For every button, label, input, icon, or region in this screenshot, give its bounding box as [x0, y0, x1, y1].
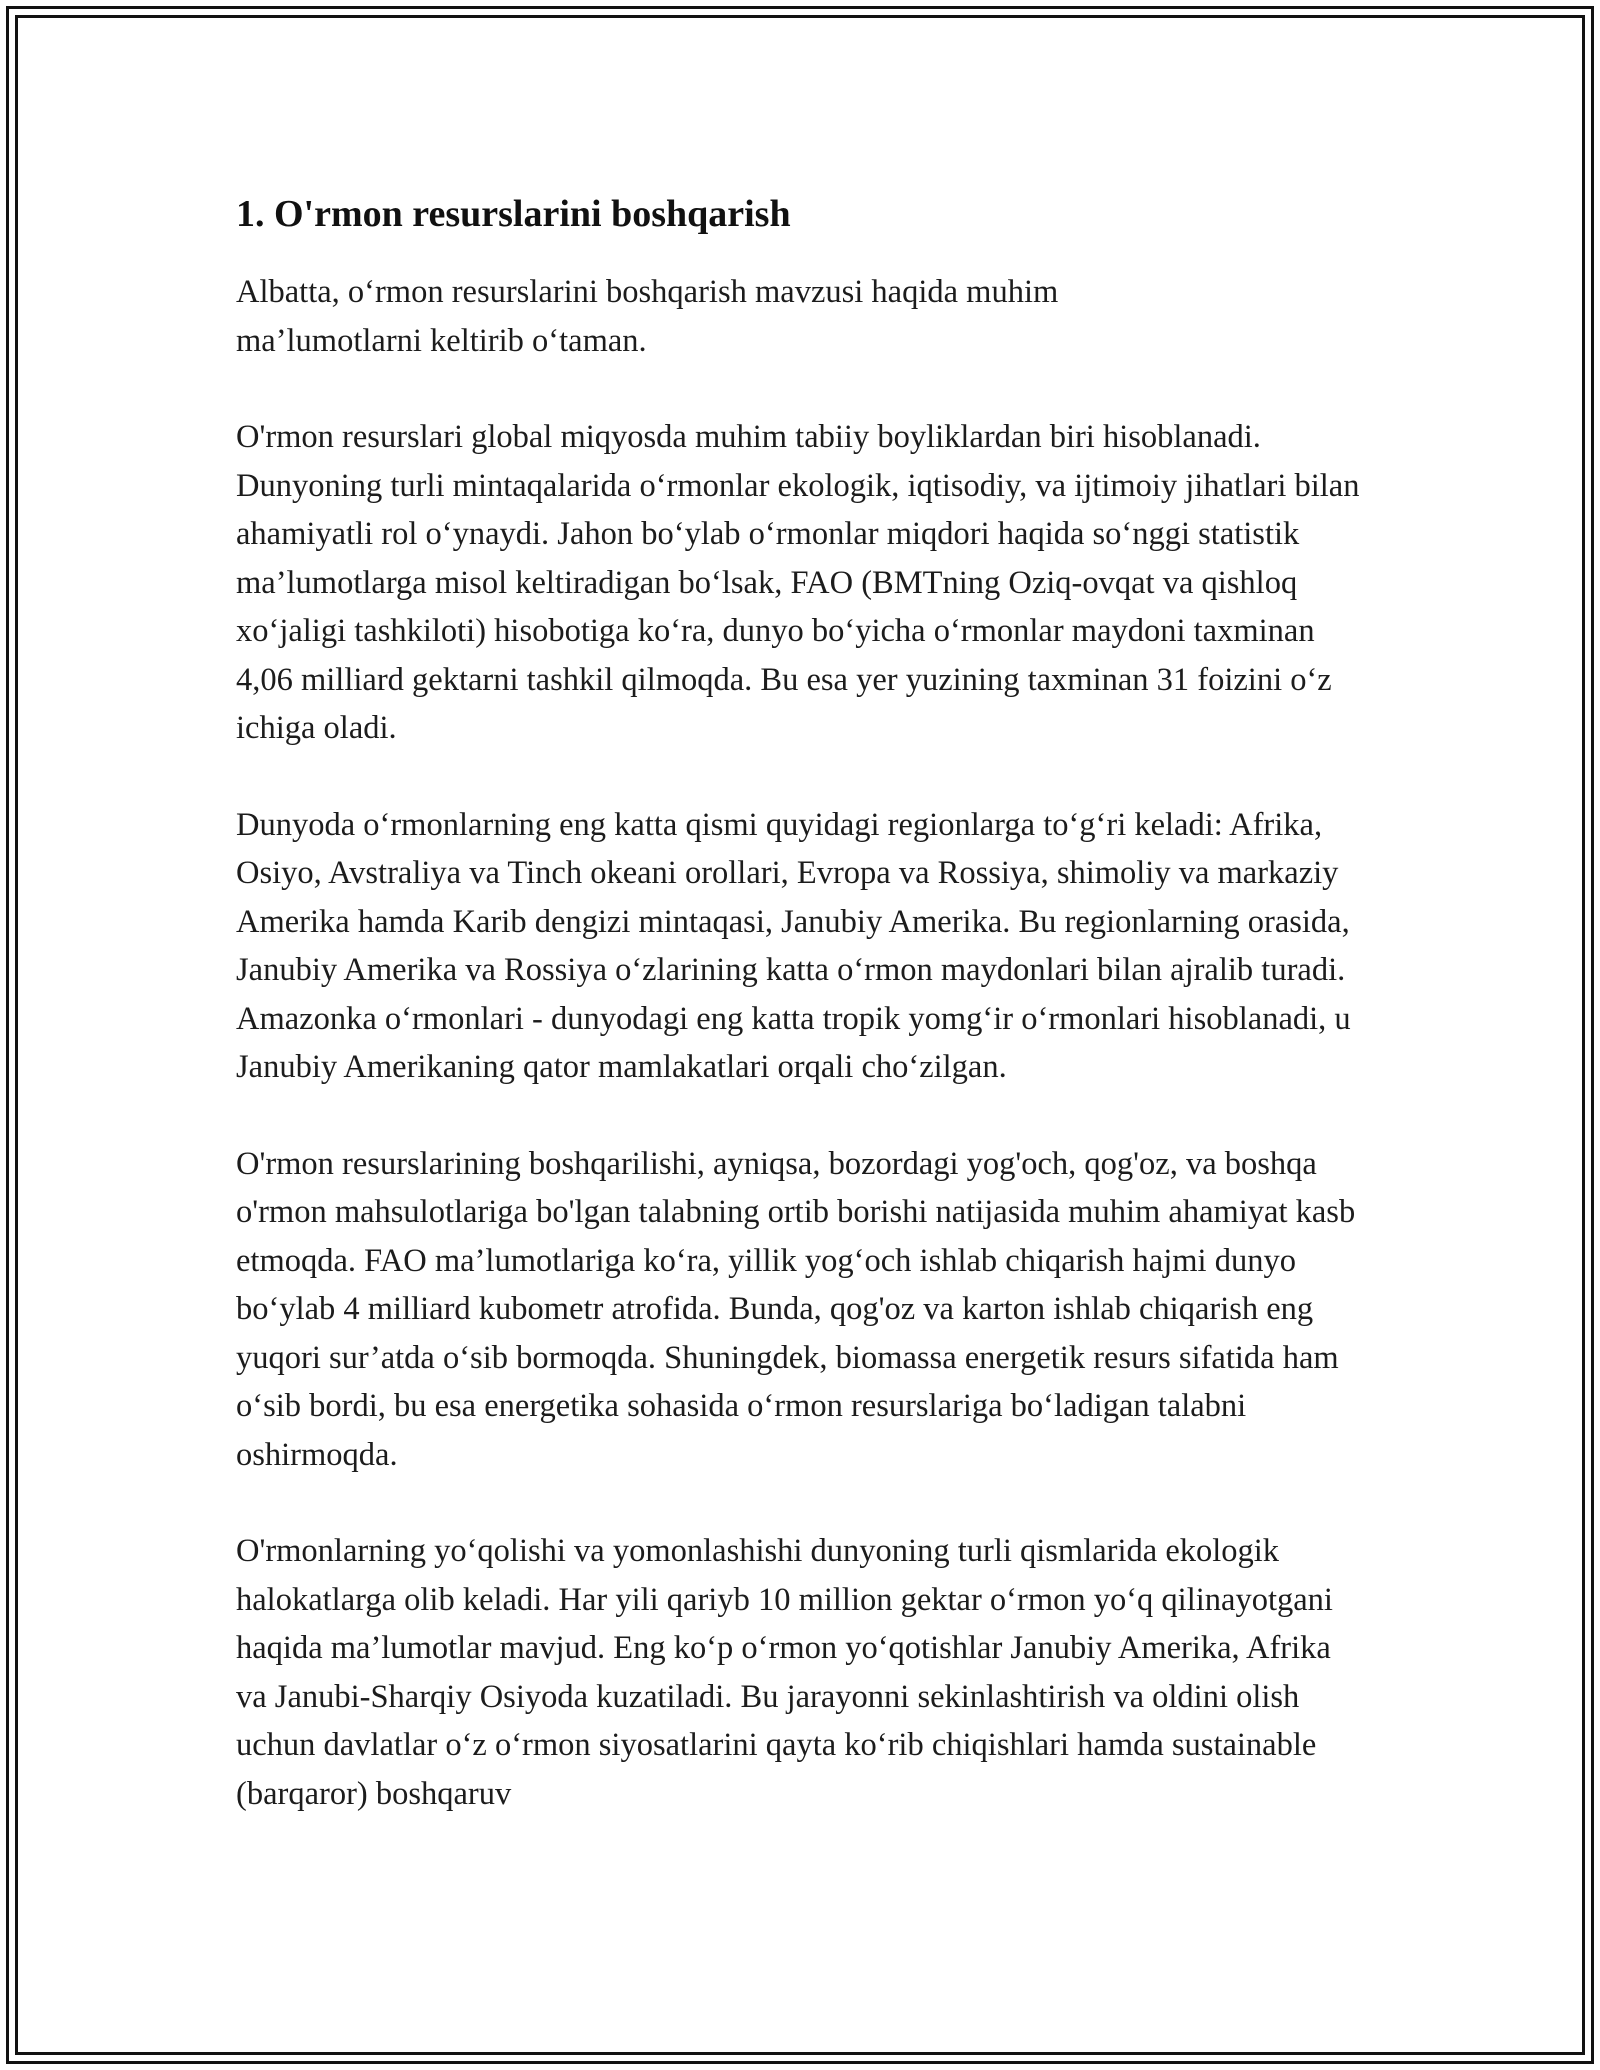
paragraph-global-forest-resources: O'rmon resurslari global miqyosda muhim tabiiy boyliklardan biri hisoblanadi. Dunyoning turli mintaqalarida o‘rmonlar ekologik, iqtisodiy, va ijtimoiy jihatlari bilan ahamiyatli rol o‘ynaydi. Jahon bo‘ylab o‘rmonlar miqdori haqida so‘nggi statistik ma’lumotlarga misol keltiradigan bo‘lsak, FAO (BMTning Oziq-ovqat va qishloq xo‘jaligi tashkiloti) hisobotiga ko‘ra, dunyo bo‘yicha o‘rmonlar maydoni taxminan 4,06 milliard gektarni tashkil qilmoqda. Bu esa yer yuzining taxminan 31 foizini o‘z ichiga oladi. [236, 419, 1360, 746]
paragraph-forest-products: O'rmon resurslarining boshqarilishi, ayniqsa, bozordagi yog'och, qog'oz, va boshqa o'rmon mahsulotlariga bo'lgan talabning ortib borishi natijasida muhim ahamiyat kasb etmoqda. FAO ma’lumotlariga ko‘ra, yillik yog‘och ishlab chiqarish hajmi dunyo bo‘ylab 4 milliard kubometr atrofida. Bunda, qog'oz va karton ishlab chiqarish eng yuqori sur’atda o‘sib bormoqda. Shuningdek, biomassa energetik resurs sifatida ham o‘sib bordi, bu esa energetika sohasida o‘rmon resurslariga bo‘ladigan talabni oshirmoqda. [236, 1145, 1356, 1473]
document-title: 1. O'rmon resurslarini boshqarish [236, 193, 791, 235]
paragraph-intro: Albatta, o‘rmon resurslarini boshqarish mavzusi haqida muhim ma’lumotlarni keltirib o‘taman. [236, 274, 1059, 359]
paragraph-forest-regions: Dunyoda o‘rmonlarning eng katta qismi quyidagi regionlarga to‘g‘ri keladi: Afrika, Osiyo, Avstraliya va Tinch okeani orollari, Evropa va Rossiya, shimoliy va markaziy Amerika hamda Karib dengizi mintaqasi, Janubiy Amerika. Bu regionlarning orasida, Janubiy Amerika va Rossiya o‘zlarining katta o‘rmon maydonlari bilan ajralib turadi. Amazonka o‘rmonlari - dunyodagi eng katta tropik yomg‘ir o‘rmonlari hisoblanadi, u Janubiy Amerikaning qator mamlakatlari orqali cho‘zilgan. [236, 806, 1351, 1085]
document-body [236, 188, 1366, 1866]
paragraph-deforestation: O'rmonlarning yo‘qolishi va yomonlashishi dunyoning turli qismlarida ekologik halokatlarga olib keladi. Har yili qariyb 10 million gektar o‘rmon yo‘q qilinayotgani haqida ma’lumotlar mavjud. Eng ko‘p o‘rmon yo‘qotishlar Janubiy Amerika, Afrika va Janubi-Sharqiy Osiyoda kuzatiladi. Bu jarayonni sekinlashtirish va oldini olish uchun davlatlar o‘z o‘rmon siyosatlarini qayta ko‘rib chiqishlari hamda sustainable (barqaror) boshqaruv [236, 1533, 1333, 1812]
